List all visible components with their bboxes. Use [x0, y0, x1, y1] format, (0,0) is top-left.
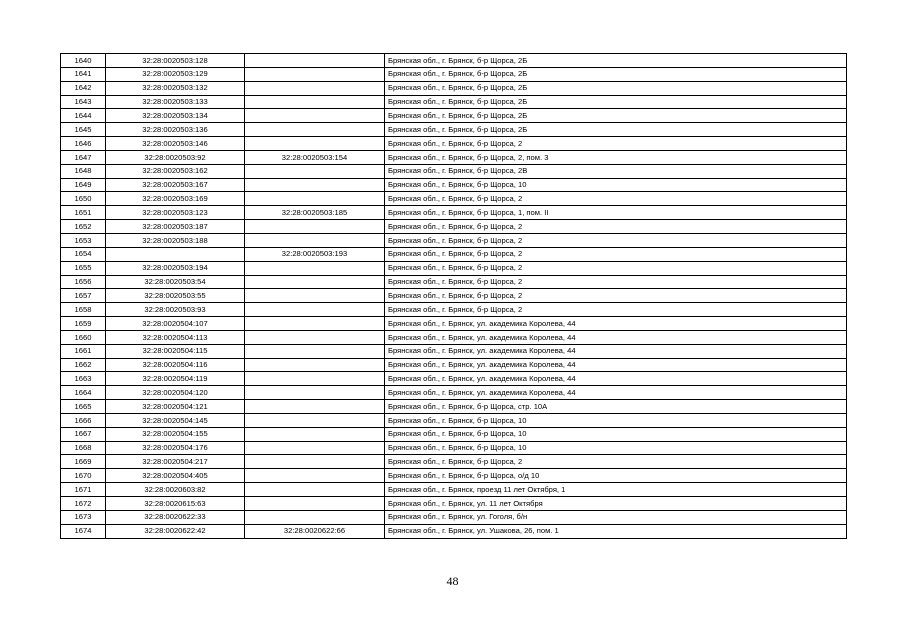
table-row	[61, 81, 847, 95]
row-number-cell: 1641	[61, 67, 106, 81]
address-cell: Брянская обл., г. Брянск, б-р Щорса, 10	[385, 178, 847, 192]
address-cell: Брянская обл., г. Брянск, ул. академика Королева, 44	[385, 317, 847, 331]
address-cell: Брянская обл., г. Брянск, б-р Щорса, 2, пом. 3	[385, 150, 847, 164]
row-number-cell: 1668	[61, 441, 106, 455]
table-row	[61, 344, 847, 358]
row-number-cell: 1647	[61, 150, 106, 164]
building-number-cell	[245, 413, 385, 427]
building-number-cell	[245, 220, 385, 234]
table-row	[61, 109, 847, 123]
table-row	[61, 261, 847, 275]
table-row	[61, 164, 847, 178]
table-row	[61, 247, 847, 261]
address-cell: Брянская обл., г. Брянск, б-р Щорса, стр. 10А	[385, 400, 847, 414]
table-row	[61, 303, 847, 317]
building-number-cell	[245, 497, 385, 511]
address-cell: Брянская обл., г. Брянск, б-р Щорса, 2Б	[385, 123, 847, 137]
cadastral-number-cell	[106, 247, 245, 261]
row-number-cell: 1655	[61, 261, 106, 275]
cadastral-number-cell: 32:28:0020504:119	[106, 372, 245, 386]
table-row	[61, 67, 847, 81]
table-row	[61, 469, 847, 483]
building-number-cell	[245, 358, 385, 372]
address-cell: Брянская обл., г. Брянск, б-р Щорса, о/д 10	[385, 469, 847, 483]
table-row	[61, 358, 847, 372]
cadastral-number-cell: 32:28:0020504:217	[106, 455, 245, 469]
cadastral-number-cell: 32:28:0020503:167	[106, 178, 245, 192]
cadastral-number-cell: 32:28:0020503:54	[106, 275, 245, 289]
row-number-cell: 1650	[61, 192, 106, 206]
address-cell: Брянская обл., г. Брянск, б-р Щорса, 10	[385, 441, 847, 455]
building-number-cell	[245, 261, 385, 275]
row-number-cell: 1665	[61, 400, 106, 414]
row-number-cell: 1661	[61, 344, 106, 358]
row-number-cell: 1640	[61, 54, 106, 68]
address-cell: Брянская обл., г. Брянск, б-р Щорса, 2Б	[385, 81, 847, 95]
table-row	[61, 524, 847, 538]
cadastral-number-cell: 32:28:0020503:134	[106, 109, 245, 123]
row-number-cell: 1653	[61, 233, 106, 247]
building-number-cell	[245, 123, 385, 137]
cadastral-number-cell: 32:28:0020504:120	[106, 386, 245, 400]
table-row	[61, 289, 847, 303]
cadastral-number-cell: 32:28:0020504:176	[106, 441, 245, 455]
row-number-cell: 1669	[61, 455, 106, 469]
row-number-cell: 1654	[61, 247, 106, 261]
table-row	[61, 317, 847, 331]
building-number-cell	[245, 441, 385, 455]
row-number-cell: 1674	[61, 524, 106, 538]
cadastral-number-cell: 32:28:0020503:162	[106, 164, 245, 178]
cadastral-number-cell: 32:28:0020503:187	[106, 220, 245, 234]
address-cell: Брянская обл., г. Брянск, б-р Щорса, 2	[385, 247, 847, 261]
building-number-cell	[245, 330, 385, 344]
row-number-cell: 1666	[61, 413, 106, 427]
table-row	[61, 427, 847, 441]
row-number-cell: 1659	[61, 317, 106, 331]
cadastral-number-cell: 32:28:0020504:155	[106, 427, 245, 441]
table-row	[61, 150, 847, 164]
building-number-cell	[245, 427, 385, 441]
building-number-cell	[245, 109, 385, 123]
cadastral-number-cell: 32:28:0020503:133	[106, 95, 245, 109]
table-row	[61, 206, 847, 220]
table-row	[61, 123, 847, 137]
address-cell: Брянская обл., г. Брянск, б-р Щорса, 2	[385, 261, 847, 275]
table-row	[61, 441, 847, 455]
address-cell: Брянская обл., г. Брянск, ул. академика Королева, 44	[385, 344, 847, 358]
address-cell: Брянская обл., г. Брянск, проезд 11 лет Октября, 1	[385, 483, 847, 497]
building-number-cell	[245, 192, 385, 206]
cadastral-number-cell: 32:28:0020503:55	[106, 289, 245, 303]
building-number-cell	[245, 289, 385, 303]
cadastral-number-cell: 32:28:0020503:123	[106, 206, 245, 220]
building-number-cell	[245, 275, 385, 289]
table-row	[61, 510, 847, 524]
table-row	[61, 372, 847, 386]
building-number-cell	[245, 54, 385, 68]
building-number-cell	[245, 386, 385, 400]
address-cell: Брянская обл., г. Брянск, б-р Щорса, 2	[385, 192, 847, 206]
table-row	[61, 95, 847, 109]
address-cell: Брянская обл., г. Брянск, б-р Щорса, 2	[385, 220, 847, 234]
address-cell: Брянская обл., г. Брянск, б-р Щорса, 2В	[385, 164, 847, 178]
building-number-cell	[245, 81, 385, 95]
building-number-cell	[245, 164, 385, 178]
table-row	[61, 455, 847, 469]
building-number-cell	[245, 510, 385, 524]
address-cell: Брянская обл., г. Брянск, ул. академика Королева, 44	[385, 358, 847, 372]
building-number-cell	[245, 483, 385, 497]
cadastral-number-cell: 32:28:0020504:113	[106, 330, 245, 344]
page-number: 48	[446, 574, 459, 588]
registry-table-body	[61, 54, 847, 539]
cadastral-number-cell: 32:28:0020504:145	[106, 413, 245, 427]
building-number-cell: 32:28:0020622:66	[245, 524, 385, 538]
table-row	[61, 192, 847, 206]
row-number-cell: 1673	[61, 510, 106, 524]
cadastral-number-cell: 32:28:0020503:194	[106, 261, 245, 275]
table-row	[61, 386, 847, 400]
cadastral-number-cell: 32:28:0020622:42	[106, 524, 245, 538]
address-cell: Брянская обл., г. Брянск, ул. Ушакова, 26, пом. 1	[385, 524, 847, 538]
cadastral-number-cell: 32:28:0020503:169	[106, 192, 245, 206]
row-number-cell: 1672	[61, 497, 106, 511]
table-row	[61, 178, 847, 192]
row-number-cell: 1645	[61, 123, 106, 137]
building-number-cell	[245, 137, 385, 151]
address-cell: Брянская обл., г. Брянск, б-р Щорса, 2Б	[385, 54, 847, 68]
table-row	[61, 497, 847, 511]
cadastral-number-cell: 32:28:0020504:121	[106, 400, 245, 414]
row-number-cell: 1667	[61, 427, 106, 441]
table-row	[61, 413, 847, 427]
building-number-cell	[245, 67, 385, 81]
row-number-cell: 1656	[61, 275, 106, 289]
row-number-cell: 1643	[61, 95, 106, 109]
row-number-cell: 1642	[61, 81, 106, 95]
row-number-cell: 1648	[61, 164, 106, 178]
row-number-cell: 1649	[61, 178, 106, 192]
address-cell: Брянская обл., г. Брянск, ул. Гоголя, б/н	[385, 510, 847, 524]
cadastral-number-cell: 32:28:0020503:188	[106, 233, 245, 247]
cadastral-number-cell: 32:28:0020503:129	[106, 67, 245, 81]
row-number-cell: 1664	[61, 386, 106, 400]
address-cell: Брянская обл., г. Брянск, ул. академика Королева, 44	[385, 330, 847, 344]
cadastral-number-cell: 32:28:0020503:93	[106, 303, 245, 317]
address-cell: Брянская обл., г. Брянск, б-р Щорса, 2Б	[385, 109, 847, 123]
row-number-cell: 1671	[61, 483, 106, 497]
building-number-cell	[245, 344, 385, 358]
cadastral-number-cell: 32:28:0020622:33	[106, 510, 245, 524]
address-cell: Брянская обл., г. Брянск, ул. 11 лет Октября	[385, 497, 847, 511]
building-number-cell	[245, 469, 385, 483]
address-cell: Брянская обл., г. Брянск, б-р Щорса, 2	[385, 289, 847, 303]
row-number-cell: 1652	[61, 220, 106, 234]
registry-table	[60, 53, 847, 539]
row-number-cell: 1651	[61, 206, 106, 220]
cadastral-number-cell: 32:28:0020503:132	[106, 81, 245, 95]
cadastral-number-cell: 32:28:0020503:136	[106, 123, 245, 137]
table-row	[61, 275, 847, 289]
cadastral-number-cell: 32:28:0020504:107	[106, 317, 245, 331]
cadastral-number-cell: 32:28:0020503:146	[106, 137, 245, 151]
building-number-cell: 32:28:0020503:185	[245, 206, 385, 220]
cadastral-number-cell: 32:28:0020603:82	[106, 483, 245, 497]
building-number-cell	[245, 178, 385, 192]
row-number-cell: 1646	[61, 137, 106, 151]
cadastral-number-cell: 32:28:0020504:116	[106, 358, 245, 372]
address-cell: Брянская обл., г. Брянск, б-р Щорса, 2	[385, 233, 847, 247]
table-row	[61, 220, 847, 234]
table-row	[61, 400, 847, 414]
row-number-cell: 1644	[61, 109, 106, 123]
address-cell: Брянская обл., г. Брянск, ул. академика Королева, 44	[385, 386, 847, 400]
table-row	[61, 54, 847, 68]
building-number-cell: 32:28:0020503:193	[245, 247, 385, 261]
building-number-cell	[245, 455, 385, 469]
table-row	[61, 233, 847, 247]
address-cell: Брянская обл., г. Брянск, б-р Щорса, 1, пом. II	[385, 206, 847, 220]
row-number-cell: 1662	[61, 358, 106, 372]
address-cell: Брянская обл., г. Брянск, б-р Щорса, 2	[385, 137, 847, 151]
table-row	[61, 137, 847, 151]
row-number-cell: 1657	[61, 289, 106, 303]
cadastral-number-cell: 32:28:0020504:405	[106, 469, 245, 483]
building-number-cell	[245, 372, 385, 386]
building-number-cell	[245, 317, 385, 331]
building-number-cell	[245, 233, 385, 247]
row-number-cell: 1660	[61, 330, 106, 344]
row-number-cell: 1663	[61, 372, 106, 386]
table-row	[61, 483, 847, 497]
cadastral-number-cell: 32:28:0020504:115	[106, 344, 245, 358]
row-number-cell: 1658	[61, 303, 106, 317]
building-number-cell: 32:28:0020503:154	[245, 150, 385, 164]
address-cell: Брянская обл., г. Брянск, б-р Щорса, 2	[385, 455, 847, 469]
row-number-cell: 1670	[61, 469, 106, 483]
building-number-cell	[245, 400, 385, 414]
building-number-cell	[245, 303, 385, 317]
cadastral-number-cell: 32:28:0020615:63	[106, 497, 245, 511]
address-cell: Брянская обл., г. Брянск, б-р Щорса, 2	[385, 303, 847, 317]
table-row	[61, 330, 847, 344]
address-cell: Брянская обл., г. Брянск, б-р Щорса, 2	[385, 275, 847, 289]
address-cell: Брянская обл., г. Брянск, б-р Щорса, 2Б	[385, 67, 847, 81]
cadastral-number-cell: 32:28:0020503:92	[106, 150, 245, 164]
address-cell: Брянская обл., г. Брянск, б-р Щорса, 10	[385, 413, 847, 427]
address-cell: Брянская обл., г. Брянск, б-р Щорса, 10	[385, 427, 847, 441]
address-cell: Брянская обл., г. Брянск, б-р Щорса, 2Б	[385, 95, 847, 109]
cadastral-number-cell: 32:28:0020503:128	[106, 54, 245, 68]
address-cell: Брянская обл., г. Брянск, ул. академика Королева, 44	[385, 372, 847, 386]
building-number-cell	[245, 95, 385, 109]
